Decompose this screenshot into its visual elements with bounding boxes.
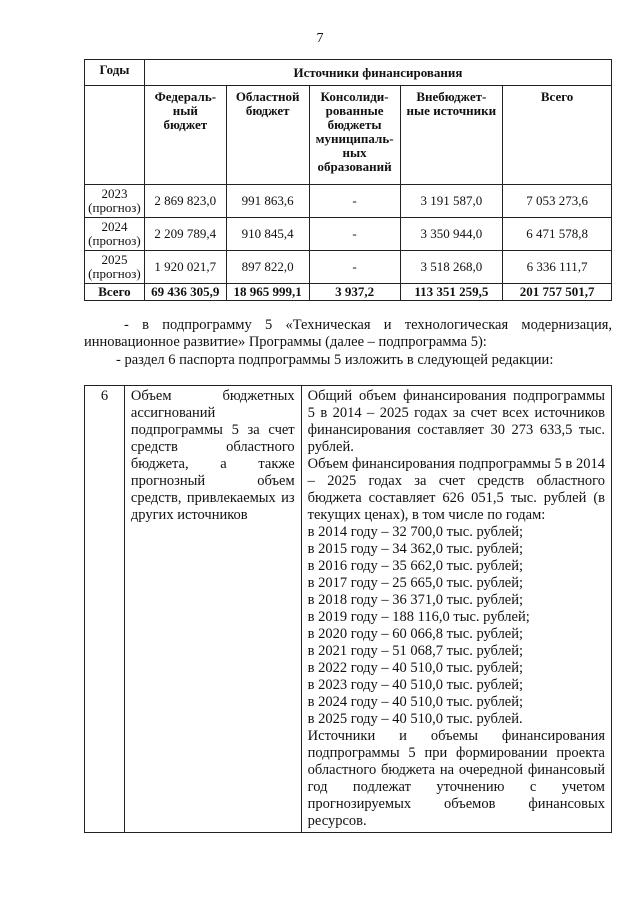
cell-municipal: - (309, 185, 400, 218)
passport-row (85, 386, 612, 833)
total-regional: 18 965 999,1 (226, 284, 309, 301)
passport-table (84, 385, 612, 833)
col-extra-header: Внебюджет-ные источники (400, 86, 503, 185)
amendment-paragraph: - в подпрограмму 5 «Техническая и технологическая модернизация, инновационное развитие» Программы (далее – подпрограмма 5): (84, 317, 612, 350)
section-instruction-paragraph: - раздел 6 паспорта подпрограммы 5 изложить в следующей редакции: (116, 352, 554, 368)
col-years-header: Годы (85, 60, 145, 86)
page-number: 7 (316, 31, 324, 46)
cell-total: 6 471 578,8 (503, 218, 612, 251)
row-year: 2025 (101, 252, 128, 267)
col-municipal-header: Консолиди-рованные бюджеты муниципаль-ных образований (309, 86, 400, 185)
col-sources-header: Источники финансирования (144, 60, 611, 86)
total-label: Всего (85, 284, 145, 301)
total-sum: 201 757 501,7 (503, 284, 612, 301)
total-extra: 113 351 259,5 (400, 284, 503, 301)
passport-row-number: 6 (85, 386, 125, 833)
row-year: 2024 (101, 219, 128, 234)
cell-federal: 2 209 789,4 (144, 218, 226, 251)
year-line: в 2019 году – 188 116,0 тыс. рублей; (307, 609, 530, 625)
col-federal-header: Федераль-ный бюджет (144, 86, 226, 185)
total-municipal: 3 937,2 (309, 284, 400, 301)
cell-federal: 2 869 823,0 (144, 185, 226, 218)
cell-federal: 1 920 021,7 (144, 251, 226, 284)
cell-municipal: - (309, 218, 400, 251)
regional-financing-text: Объем финансирования подпрограммы 5 в 2014 – 2025 годах за счет средств областного бюджета составляет 626 051,5 тыс. рублей (в текущих ценах), в том числе по годам: (307, 456, 605, 523)
year-line: в 2016 году – 35 662,0 тыс. рублей; (307, 558, 524, 574)
cell-municipal: - (309, 251, 400, 284)
year-line: в 2024 году – 40 510,0 тыс. рублей; (307, 694, 524, 710)
year-line: в 2014 году – 32 700,0 тыс. рублей; (307, 524, 524, 540)
table-row (85, 251, 612, 284)
cell-extra: 3 518 268,0 (400, 251, 503, 284)
year-line: в 2018 году – 36 371,0 тыс. рублей; (307, 592, 524, 608)
row-year: 2023 (101, 186, 128, 201)
year-line: в 2017 году – 25 665,0 тыс. рублей; (307, 575, 524, 591)
total-federal: 69 436 305,9 (144, 284, 226, 301)
passport-right-cell (301, 386, 611, 833)
table-row (85, 185, 612, 218)
year-line: в 2025 году – 40 510,0 тыс. рублей. (307, 711, 523, 727)
year-line: в 2023 году – 40 510,0 тыс. рублей; (307, 677, 524, 693)
cell-regional: 897 822,0 (226, 251, 309, 284)
cell-extra: 3 191 587,0 (400, 185, 503, 218)
financing-table (84, 59, 612, 301)
cell-regional: 910 845,4 (226, 218, 309, 251)
row-year-note: (прогноз) (88, 266, 141, 281)
year-line: в 2015 году – 34 362,0 тыс. рублей; (307, 541, 524, 557)
cell-total: 7 053 273,6 (503, 185, 612, 218)
year-line: в 2022 году – 40 510,0 тыс. рублей; (307, 660, 524, 676)
row-year-note: (прогноз) (88, 233, 141, 248)
cell-regional: 991 863,6 (226, 185, 309, 218)
table-subheader-row (85, 86, 612, 185)
col-regional-header: Областной бюджет (226, 86, 309, 185)
passport-left-text: Объем бюджетных ассигнований подпрограммы 5 за счет средств областного бюджета, а также прогнозный объем средств, привлекаемых из других источников (124, 386, 301, 833)
table-row (85, 218, 612, 251)
table-header-row (85, 60, 612, 86)
cell-total: 6 336 111,7 (503, 251, 612, 284)
row-year-note: (прогноз) (88, 200, 141, 215)
year-line: в 2020 году – 60 066,8 тыс. рублей; (307, 626, 524, 642)
cell-extra: 3 350 944,0 (400, 218, 503, 251)
table-total-row (85, 284, 612, 301)
total-financing-text: Общий объем финансирования подпрограммы 5 в 2014 – 2025 годах за счет всех источников финансирования составляет 30 273 633,5 тыс. рублей. (307, 388, 605, 455)
col-total-header: Всего (503, 86, 612, 185)
closing-text: Источники и объемы финансирования подпрограммы 5 при формировании проекта областного бюджета на очередной финансовый год подлежат уточнению с учетом прогнозируемых объемов финансовых ресурсов. (307, 728, 605, 829)
year-line: в 2021 году – 51 068,7 тыс. рублей; (307, 643, 524, 659)
